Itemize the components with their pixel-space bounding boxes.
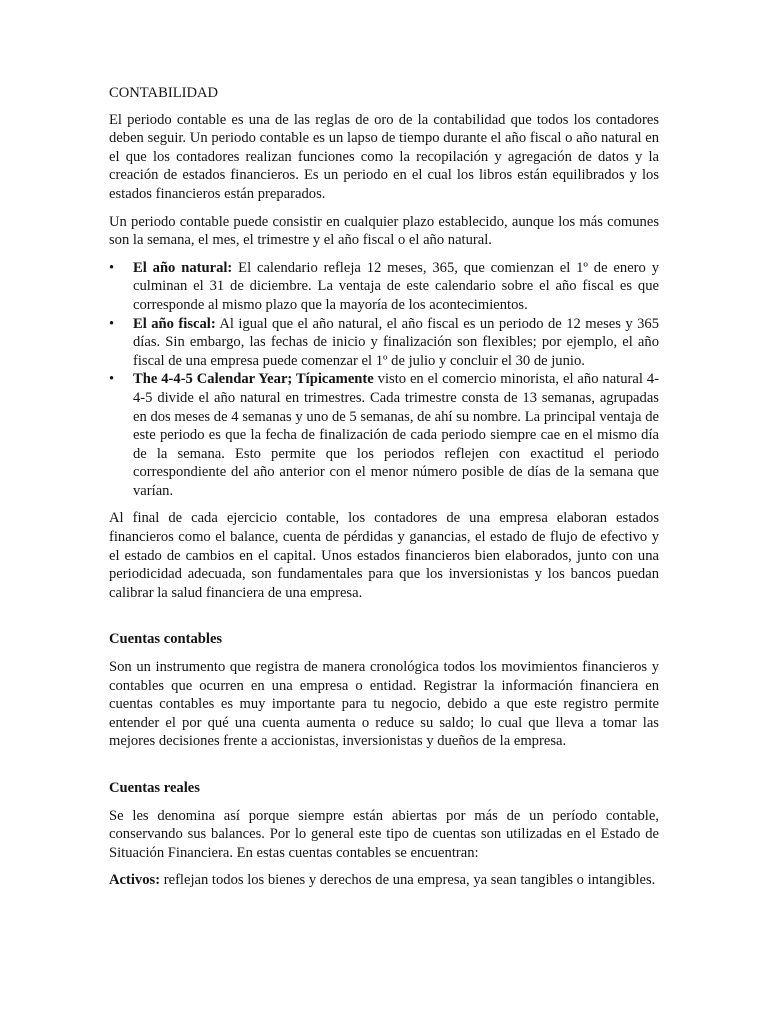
- bullet-icon: •: [109, 315, 115, 332]
- closing-paragraph: Al final de cada ejercicio contable, los contadores de una empresa elaboran estados financieros como el balance, cuenta de pérdidas y ganancias, el estado de flujo de efectivo y el estado de cambios en el capital. Unos estados financieros bien elaborados, junto con una periodicidad adecuada, son fundamentales para que los inversionistas y los bancos puedan calibrar la salud financiera de una empresa.: [109, 510, 659, 601]
- intro-paragraph-1: El periodo contable es una de las reglas de oro de la contabilidad que todos los contadores deben seguir. Un periodo contable es un lapso de tiempo durante el año fiscal o año natural en el que los contadores realizan funciones como la recopilación y agregación de datos y la creación de estados financieros. Es un periodo en el cual los libros están equilibrados y los estados financieros están preparados.: [109, 111, 659, 202]
- period-types-list: [109, 259, 659, 501]
- document-body: [109, 84, 659, 899]
- cuentas-reales-paragraph: Se les denomina así porque siempre están abiertas por más de un período contable, conservando sus balances. Por lo general este tipo de cuentas son utilizadas en el Estado de Situación Financiera. En estas cuentas contables se encuentran:: [109, 807, 659, 861]
- cuentas-contables-paragraph: Son un instrumento que registra de manera cronológica todos los movimientos financieros y contables que ocurren en una empresa o entidad. Registrar la información financiera en cuentas contables es muy importante para tu negocio, debido a que este registro permite entender el por qué una cuenta aumenta o reduce su saldo; lo cual que lleva a tomar las mejores decisiones frente a accionistas, inversionistas y dueños de la empresa.: [109, 659, 659, 750]
- list-item-term: El año fiscal:: [133, 315, 216, 332]
- list-item-term: El año natural:: [133, 259, 233, 276]
- list-item-term: The 4-4-5 Calendar Year; Típicamente: [133, 371, 374, 388]
- list-item-445-calendar: [109, 370, 659, 500]
- activos-term: Activos:: [109, 872, 161, 889]
- section-heading-cuentas-contables: Cuentas contables: [109, 631, 223, 648]
- list-item-ano-fiscal: [109, 315, 659, 371]
- list-item-text: visto en el comercio minorista, el año natural 4-4-5 divide el año natural en trimestres. Cada trimestre consta de 13 semanas, agrupadas en dos meses de 4 semanas y uno de 5 semanas, de ahí su nombre. La principal ventaja de este periodo es que la fecha de finalización de cada periodo siempre cae en el mismo día de la semana. Esto permite que los periodos reflejen con exactitud el periodo correspondiente del año anterior con el menor número posible de días de la semana que varían.: [133, 371, 659, 499]
- list-item-text: El calendario refleja 12 meses, 365, que comienzan el 1º de enero y culminan el 31 de diciembre. La ventaja de este calendario sobre el año fiscal es que corresponde al mismo plazo que la mayoría de los acontecimientos.: [133, 259, 659, 313]
- list-item-text: Al igual que el año natural, el año fiscal es un periodo de 12 meses y 365 días. Sin embargo, las fechas de inicio y finalización son flexibles; por ejemplo, el año fiscal de una empresa puede comenzar el 1º de julio y concluir el 30 de junio.: [133, 315, 660, 369]
- bullet-icon: •: [109, 259, 115, 276]
- list-item-ano-natural: [109, 259, 659, 315]
- activos-text: reflejan todos los bienes y derechos de una empresa, ya sean tangibles o intangibles.: [160, 872, 656, 889]
- intro-paragraph-2: Un periodo contable puede consistir en cualquier plazo establecido, aunque los más comunes son la semana, el mes, el trimestre y el año fiscal o el año natural.: [109, 213, 659, 249]
- bullet-icon: •: [109, 371, 115, 388]
- activos-paragraph: [109, 871, 659, 890]
- section-heading-cuentas-reales: Cuentas reales: [109, 780, 200, 796]
- page-title: CONTABILIDAD: [109, 85, 219, 101]
